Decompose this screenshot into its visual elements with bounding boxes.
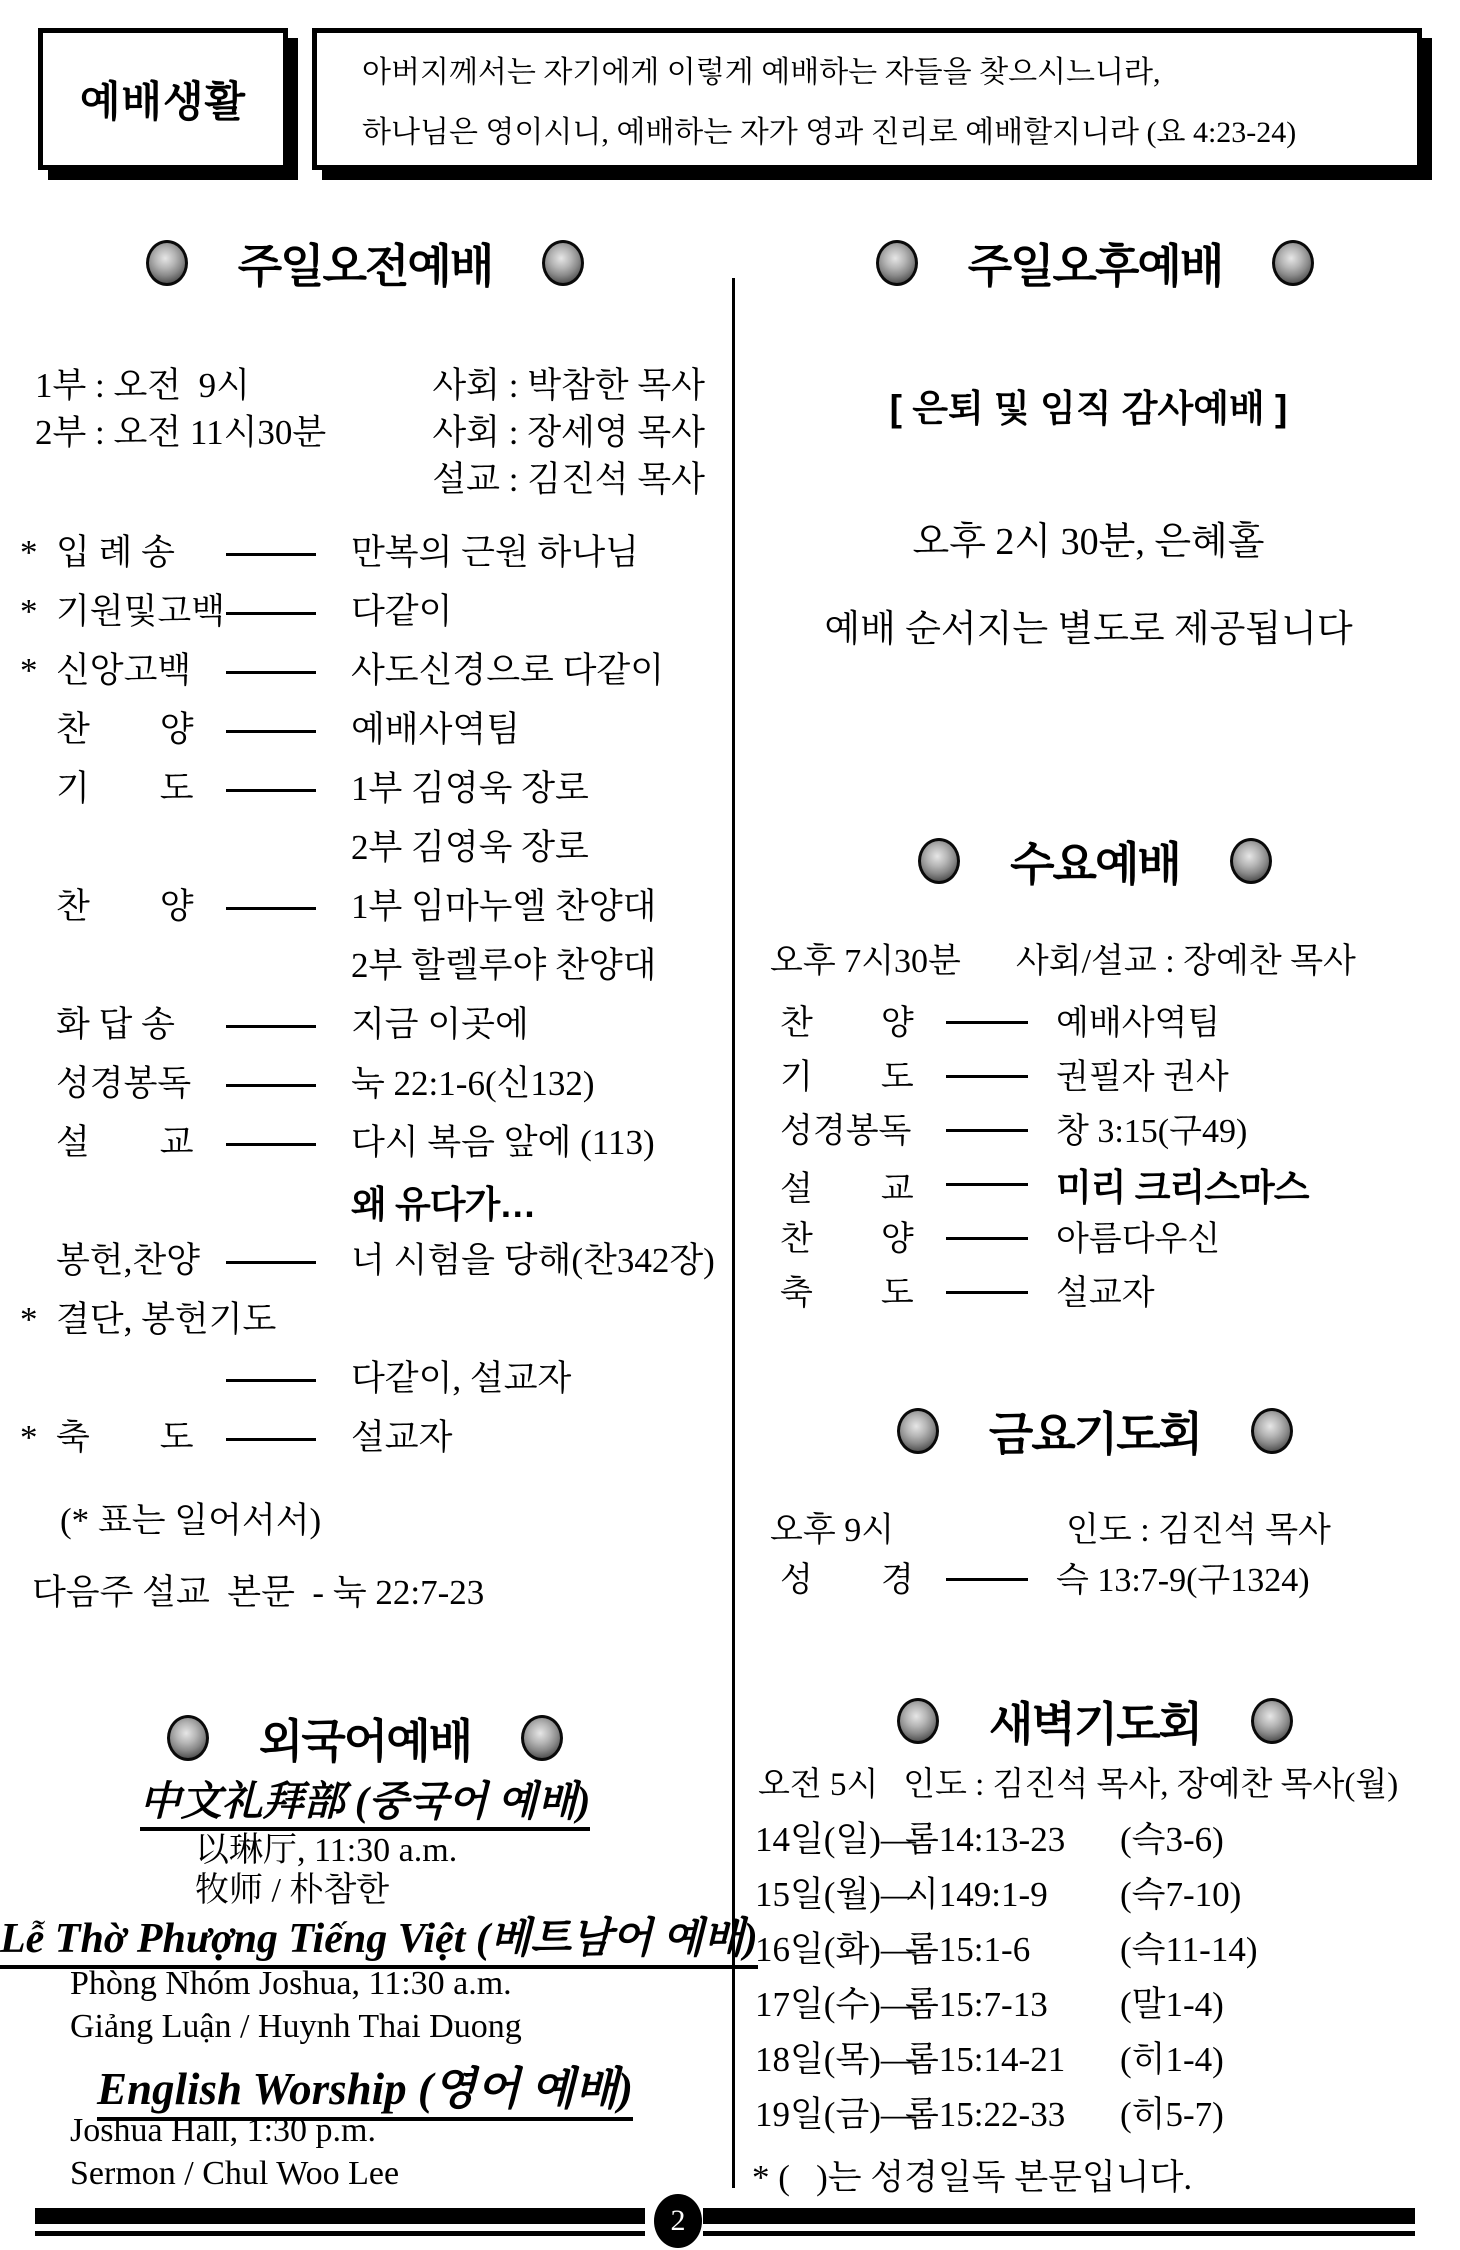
order-row (20, 1056, 725, 1115)
bullet-sphere-icon (1230, 838, 1272, 884)
vietnamese-worship-header-wrap (0, 1905, 758, 1969)
order-value: 다같이 (351, 592, 453, 631)
order-value: 너 시험을 당해(찬342장) (351, 1241, 715, 1280)
order-row (20, 1292, 725, 1351)
bullet-sphere-icon (918, 838, 960, 884)
dash-line (226, 1438, 316, 1441)
order-row (745, 1265, 1445, 1319)
order-value: 권필자 권사 (1056, 1059, 1229, 1096)
bullet-sphere-icon (146, 240, 188, 286)
order-label: 성경봉독 (780, 1113, 912, 1150)
order-label: 기 도 (56, 769, 194, 808)
footer-rule-left (35, 2208, 645, 2224)
sermon-title: 미리 크리스마스 (1056, 1167, 1309, 1208)
standing-note: (* 표는 일어서서) (60, 1501, 322, 1540)
scripture: 롬15:7-13 (905, 1985, 1048, 2024)
order-label: 찬 양 (780, 1005, 914, 1042)
section-title-friday (730, 1398, 1460, 1464)
bullet-sphere-icon (1272, 240, 1314, 286)
friday-order-list (745, 1552, 1445, 1606)
dash-line (946, 1578, 1028, 1581)
order-value: 다시 복음 앞에 (113) (351, 1123, 655, 1162)
service-leader: 설교 : 김진석 목사 (432, 460, 705, 499)
order-value: 1부 임마누엘 찬양대 (351, 887, 657, 926)
order-row (20, 525, 725, 584)
order-value: 설교자 (1056, 1275, 1155, 1312)
bullet-sphere-icon (1251, 1698, 1293, 1744)
scripture: 시149:1-9 (905, 1875, 1048, 1914)
page-number-badge (654, 2194, 702, 2248)
afternoon-note: 예배 순서지는 별도로 제공됩니다 (824, 609, 1353, 650)
section-title-text: 금요기도회 (988, 1408, 1202, 1460)
sermon-title: 왜 유다가… (351, 1184, 536, 1225)
order-value: 1부 김영욱 장로 (351, 769, 589, 808)
order-row (745, 1049, 1445, 1103)
scripture: 롬15:1-6 (905, 1930, 1031, 1969)
order-value: 만복의 근원 하나님 (351, 533, 639, 572)
wednesday-order-list (745, 995, 1445, 1319)
order-value: 2부 김영욱 장로 (351, 828, 589, 867)
service-time: 2부 : 오전 11시30분 (35, 413, 327, 452)
dawn-day-row (755, 2087, 1455, 2142)
section-title-afternoon (730, 230, 1460, 296)
order-value: 슥 13:7-9(구1324) (1056, 1562, 1310, 1599)
dash-line (946, 1291, 1028, 1294)
order-label: 결단, 봉헌기도 (56, 1300, 277, 1339)
dash-line (946, 1129, 1028, 1132)
vietnamese-worship-header: Lễ Thờ Phượng Tiếng Việt (베트남어 예배) (0, 1905, 758, 1969)
page-number: 2 (670, 2204, 686, 2237)
bullet-sphere-icon (1251, 1408, 1293, 1454)
order-row (20, 997, 725, 1056)
wednesday-info (770, 933, 1430, 982)
order-row (20, 702, 725, 761)
order-label: 화 답 송 (56, 1005, 175, 1044)
service-time: 1부 : 오전 9시 (35, 366, 250, 405)
order-label: 찬 양 (56, 710, 194, 749)
order-row (745, 1103, 1445, 1157)
section-title-text: 외국어예배 (258, 1715, 472, 1767)
dash-line (226, 1261, 316, 1264)
order-row (20, 1115, 725, 1174)
order-value: 사도신경으로 다같이 (351, 651, 665, 690)
dawn-day-row (755, 1867, 1455, 1922)
service-time: 오후 9시 (770, 1512, 895, 1549)
order-label: 축 도 (780, 1275, 914, 1312)
order-label: 설 교 (56, 1123, 194, 1162)
reading-ref: (슥3-6) (1120, 1820, 1224, 1859)
dash-line (226, 789, 316, 792)
service-leader: 사회/설교 : 장예찬 목사 (1015, 943, 1356, 980)
service-leader: 사회 : 장세영 목사 (432, 413, 705, 452)
order-value: 눅 22:1-6(신132) (351, 1064, 595, 1103)
vietnamese-worship-pastor: Giảng Luận / Huynh Thai Duong (70, 2008, 522, 2045)
verse-line: 하나님은 영이시니, 예배하는 자가 영과 진리로 예배할지니라 (요 4:23-24) (362, 116, 1297, 149)
day-label: 15일(월)— (755, 1875, 916, 1914)
section-title-wednesday (730, 828, 1460, 894)
order-value: 다같이, 설교자 (351, 1359, 572, 1398)
morning-order-list (20, 525, 725, 1615)
order-label: 입 례 송 (56, 533, 175, 572)
english-worship-pastor: Sermon / Chul Woo Lee (70, 2155, 400, 2192)
dash-line (946, 1183, 1028, 1186)
dash-line (226, 1379, 316, 1382)
morning-leaders (432, 362, 705, 503)
section-title-text: 수요예배 (1010, 838, 1180, 890)
dawn-day-row (755, 1812, 1455, 1867)
vietnamese-worship-place: Phòng Nhóm Joshua, 11:30 a.m. (70, 1965, 512, 2002)
section-title-text: 새벽기도회 (988, 1698, 1202, 1750)
dash-line (226, 671, 316, 674)
friday-info (770, 1502, 1430, 1551)
day-label: 19일(금)— (755, 2095, 916, 2134)
next-week-sermon: 다음주 설교 본문 - 눅 22:7-23 (32, 1573, 485, 1612)
dash-line (946, 1237, 1028, 1240)
section-title-text: 주일오후예배 (967, 240, 1223, 292)
dash-line (226, 1143, 316, 1146)
order-row (20, 1410, 725, 1469)
order-row (20, 584, 725, 643)
dash-line (226, 907, 316, 910)
order-row-continuation (20, 820, 725, 879)
chinese-worship-place: 以琳厅, 11:30 a.m. (195, 1832, 458, 1869)
dash-line (226, 612, 316, 615)
bullet-sphere-icon (876, 240, 918, 286)
scripture: 롬15:22-33 (905, 2095, 1066, 2134)
dawn-day-list (755, 1812, 1455, 2142)
dawn-day-row (755, 2032, 1455, 2087)
dash-line (946, 1075, 1028, 1078)
afternoon-time: 오후 2시 30분, 은혜홀 (912, 521, 1265, 563)
order-label: 봉헌,찬양 (56, 1241, 200, 1280)
afternoon-special-service: [ 은퇴 및 임직 감사예배 ] (889, 388, 1288, 429)
reading-ref: (히1-4) (1120, 2040, 1224, 2079)
page-title: 예배생활 (79, 78, 247, 125)
order-label: 설 교 (780, 1171, 914, 1208)
order-label: 신앙고백 (56, 651, 192, 690)
order-value: 창 3:15(구49) (1056, 1113, 1248, 1150)
order-row (745, 1157, 1445, 1211)
order-value: 지금 이곳에 (351, 1005, 529, 1044)
bullet-sphere-icon (542, 240, 584, 286)
morning-times (35, 362, 326, 503)
order-row (745, 1552, 1445, 1606)
dash-line (946, 1021, 1028, 1024)
day-label: 14일(일)— (755, 1820, 916, 1859)
chinese-worship-header: 中文礼拜部 (중국어 예배) (140, 1768, 591, 1831)
order-row-continuation (20, 938, 725, 997)
day-label: 16일(화)— (755, 1930, 916, 1969)
order-label: 축 도 (56, 1418, 194, 1457)
order-value: 설교자 (351, 1418, 453, 1457)
order-label: 성경봉독 (56, 1064, 192, 1103)
order-value: 예배사역팀 (351, 710, 521, 749)
order-label: 기 도 (780, 1059, 914, 1096)
order-row (20, 761, 725, 820)
order-row (20, 643, 725, 702)
section-title-morning (0, 230, 730, 296)
english-worship-header-wrap (0, 2052, 730, 2121)
reading-ref: (히5-7) (1120, 2095, 1224, 2134)
order-value: 2부 할렐루야 찬양대 (351, 946, 657, 985)
bullet-sphere-icon (897, 1408, 939, 1454)
standing-marker: * (20, 592, 38, 631)
dawn-note: * ( )는 성경일독 본문입니다. (752, 2158, 1193, 2197)
order-label: 성 경 (780, 1562, 914, 1599)
dawn-day-row (755, 1977, 1455, 2032)
service-time: 오후 7시30분 (770, 943, 961, 980)
scripture: 롬14:13-23 (905, 1820, 1066, 1859)
footer-rule-right (703, 2208, 1415, 2224)
morning-schedule (35, 362, 705, 503)
standing-marker: * (20, 1300, 38, 1339)
order-label: 기원및고백 (56, 592, 226, 631)
standing-marker: * (20, 1418, 38, 1457)
order-row (745, 995, 1445, 1049)
day-label: 17일(수)— (755, 1985, 916, 2024)
service-leader: 사회 : 박참한 목사 (432, 366, 705, 405)
order-value: 아름다우신 (1056, 1221, 1221, 1258)
section-title-text: 주일오전예배 (237, 240, 493, 292)
scripture: 롬15:14-21 (905, 2040, 1066, 2079)
order-row-continuation (20, 1174, 725, 1233)
bullet-sphere-icon (897, 1698, 939, 1744)
header-label-box (38, 28, 288, 170)
dawn-info: 오전 5시 인도 : 김진석 목사, 장예찬 목사(월) (758, 1767, 1399, 1803)
bullet-sphere-icon (521, 1715, 563, 1761)
chinese-worship-pastor: 牧师 / 朴참한 (195, 1872, 390, 1909)
section-title-foreign (0, 1705, 730, 1771)
english-worship-header: English Worship (영어 예배) (97, 2052, 633, 2121)
footer-rule-right-thin (703, 2231, 1415, 2236)
order-row-continuation (20, 1351, 725, 1410)
dash-line (226, 553, 316, 556)
header-verse-box (312, 28, 1422, 170)
reading-ref: (슥7-10) (1120, 1875, 1242, 1914)
order-row (745, 1211, 1445, 1265)
verse-line: 아버지께서는 자기에게 이렇게 예배하는 자들을 찾으시느니라, (362, 56, 1161, 89)
standing-marker: * (20, 533, 38, 572)
footer-rule-left-thin (35, 2231, 645, 2236)
bullet-sphere-icon (167, 1715, 209, 1761)
dash-line (226, 730, 316, 733)
order-row (20, 1233, 725, 1292)
dash-line (226, 1084, 316, 1087)
reading-ref: (말1-4) (1120, 1985, 1224, 2024)
order-label: 찬 양 (780, 1221, 914, 1258)
english-worship-place: Joshua Hall, 1:30 p.m. (70, 2112, 376, 2149)
reading-ref: (슥11-14) (1120, 1930, 1258, 1969)
day-label: 18일(목)— (755, 2040, 916, 2079)
dash-line (226, 1025, 316, 1028)
order-row (20, 879, 725, 938)
service-leader: 인도 : 김진석 목사 (1066, 1512, 1331, 1549)
order-value: 예배사역팀 (1056, 1005, 1221, 1042)
dawn-day-row (755, 1922, 1455, 1977)
standing-marker: * (20, 651, 38, 690)
section-title-dawn (730, 1688, 1460, 1754)
order-label: 찬 양 (56, 887, 194, 926)
